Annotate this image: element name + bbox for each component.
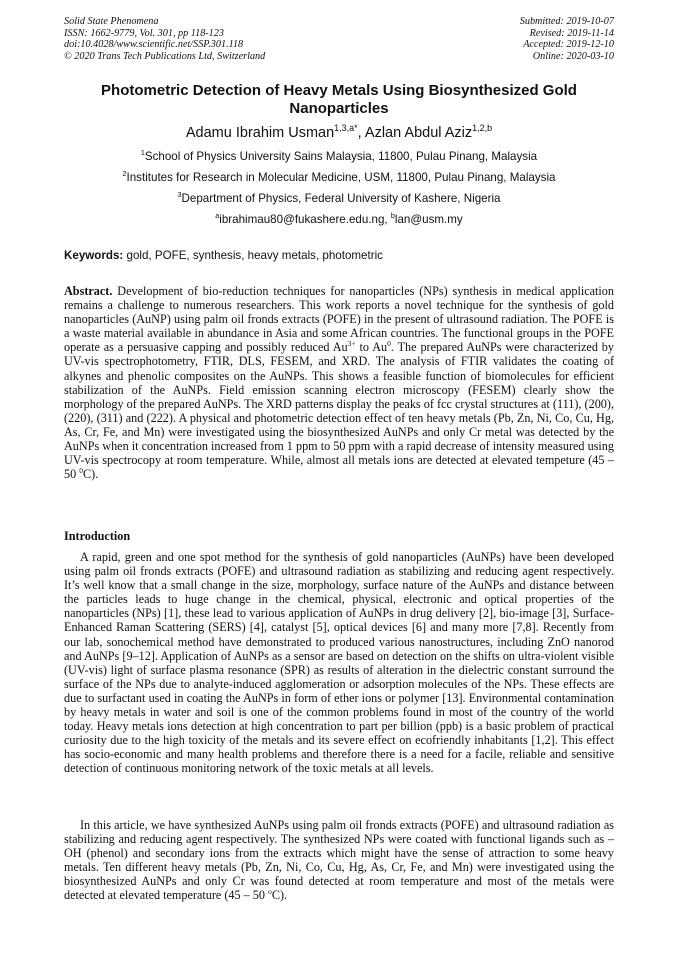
author-1-affil: 1,3,a* — [334, 123, 358, 134]
affiliation-1 — [64, 150, 614, 164]
abstract-sup-1: 3+ — [347, 339, 356, 349]
date-submitted: Submitted: 2019-10-07 — [519, 16, 614, 27]
introduction-paragraph-1: A rapid, green and one spot method for the synthesis of gold nanoparticles (AuNPs) have been developed using palm oil fronds extracts (POFE) and ultrasound radiation as stabilizing and reducing agent respectively. It’s well know that a small change in the size, morphology, surface nature of the AuNPs and distance between the particles leads to huge change in the chemical, physical, electronic and optical properties of the nanoparticles (NPs) [1], these lead to various application of AuNPs in drug delivery [2], bio-image [3], Surface-Enhanced Raman Scattering (SERS) [4], catalyst [5], optical devices [6] and many more [7,8]. Recently from our lab, sonochemical method have demonstrated to produced various nanostructures, including ZnO nanorod and AuNPs [9–12]. Application of AuNPs as a sensor are based on detection on the shifts on ultra-violent visible (UV-vis) light of surface plasma resonance (SPR) as results of alteration in the dielectric constant surround the surface of the NPs due to analyte-induced agglomeration or adsorption molecules of the NPs. These effects are due to surfactant used in coating the AuNPs in form of ether ions or polymer [13]. Environmental contamination by heavy metals in water and soil is one of the common problems found in most of the country of the world today. Heavy metals ions detection at high concentration to part per billion (ppb) is a basic problem of practical curiosity due to the high toxicity of the metals and its severe effect on ecofriendly inhabitants [1,2]. This effect has socio-economic and many health problems and therefore there is a need for a facile, reliable and sensitive detection of continuous monitoring network of the toxic metals at all levels. — [64, 550, 614, 776]
journal-issn: ISSN: 1662-9779, Vol. 301, pp 118-123 — [64, 27, 224, 39]
header-left — [64, 16, 265, 62]
date-revised: Revised: 2019-11-14 — [529, 27, 614, 39]
email-a-marker: a — [215, 211, 220, 221]
author-2: Azlan Abdul Aziz — [364, 125, 473, 141]
affiliation-2 — [64, 171, 614, 185]
journal-doi: doi:10.4028/www.scientific.net/SSP.301.118 — [64, 39, 244, 51]
affiliation-2-text: Institutes for Research in Molecular Medicine, USM, 11800, Pulau Pinang, Malaysia — [126, 171, 556, 184]
author-emails — [64, 213, 614, 227]
affiliation-2-number: 2 — [122, 169, 127, 179]
abstract — [64, 284, 614, 481]
author-separator: , — [357, 125, 365, 141]
affiliation-1-number: 1 — [140, 148, 145, 158]
introduction-paragraph-2 — [64, 818, 614, 903]
email-b[interactable]: lan@usm.my — [394, 213, 463, 226]
affiliation-3-text: Department of Physics, Federal University of Kashere, Nigeria — [181, 192, 501, 205]
paper-title: Photometric Detection of Heavy Metals Using Biosynthesized Gold Nanoparticles — [101, 82, 577, 117]
journal-name: Solid State Phenomena — [64, 16, 159, 27]
author-line — [64, 124, 614, 142]
abstract-label: Abstract. — [64, 284, 113, 298]
author-2-affil: 1,2,b — [472, 123, 493, 134]
paragraph-2-text-1: In this article, we have synthesized AuNPs using palm oil fronds extracts (POFE) and ultrasound radiation as stabilizing and reducing agent respectively. The synthesized NPs were coated with functional ligands such as –OH (phenol) and secondary ions from the extracts which might have the sense of attraction to some heavy metals. Ten different heavy metals (Pb, Zn, Ni, Co, Cu, Hg, As, Cr, Fe, and Mn) were investigated using the biosynthesized AuNPs and only Cr was found detected at room temperature and most of the metals were detected at elevated temperature (45 – 50 — [64, 818, 614, 903]
paragraph-2-text-2: C). — [271, 888, 288, 903]
abstract-text-1: Development of bio-reduction techniques for nanoparticles (NPs) synthesis in medical application remains a challenge to numerous researchers. This work reports a novel technique for the synthesis of gold nanoparticles (AuNP) using palm oil fronds extracts (POFE) in the present of ultrasound radiation. The POFE is a waste material available in abundance in Asia and some African countries. The functional groups in the POFE operate as a persuasive capping and possibly reduced Au — [64, 284, 614, 355]
paragraph-2-sup: o — [268, 887, 272, 897]
keywords-text: gold, POFE, synthesis, heavy metals, photometric — [123, 249, 383, 262]
abstract-sup-2: 0 — [387, 339, 391, 349]
abstract-text-3: . The prepared AuNPs were characterized by UV-vis spectrophotometry, FTIR, DLS, FESEM, and XRD. The analysis of FTIR validates the coating of alkynes and phenolic composites on the AuNPs. This shows a feasible function of biomolecules for efficient stabilization of the AuNPs. Field emission scanning electron microscopy (FESEM) clearly show the morphology of the prepared AuNPs. The XRD patterns display the peaks of fcc crystal structures at (111), (200), (220), (311) and (222). A physical and photometric detection effect of ten heavy metals (Pb, Zn, Ni, Co, Cu, Hg, As, Cr, Fe, and Mn) were investigated using the biosynthesized AuNPs and only Cr metal was detected by the AuNPs when it concentration increased from 1 ppm to 50 ppm with a rapid decrease of intensity measured using UV-vis spectrocopy at room temperature. While, almost all metals ions are detected at elevated tempeture (45 – 50 — [64, 340, 614, 482]
keywords — [64, 249, 614, 263]
author-1: Adamu Ibrahim Usman — [185, 125, 335, 141]
email-b-marker: b — [390, 211, 395, 221]
affiliation-1-text: School of Physics University Sains Malaysia, 11800, Pulau Pinang, Malaysia — [144, 150, 538, 163]
affiliation-3 — [64, 192, 614, 206]
journal-copyright: © 2020 Trans Tech Publications Ltd, Switzerland — [64, 50, 266, 62]
affiliation-3-number: 3 — [177, 190, 182, 200]
header-right — [520, 16, 614, 62]
abstract-sup-3: 0 — [79, 466, 84, 476]
date-accepted: Accepted: 2019-12-10 — [523, 39, 614, 51]
abstract-text-2: to Au — [355, 340, 388, 355]
date-online: Online: 2020-03-10 — [532, 50, 614, 62]
introduction-heading: Introduction — [64, 529, 131, 543]
abstract-text-4: C). — [83, 467, 99, 482]
keywords-label: Keywords: — [64, 249, 124, 262]
email-a[interactable]: ibrahimau80@fukashere.edu.ng, — [219, 213, 391, 226]
